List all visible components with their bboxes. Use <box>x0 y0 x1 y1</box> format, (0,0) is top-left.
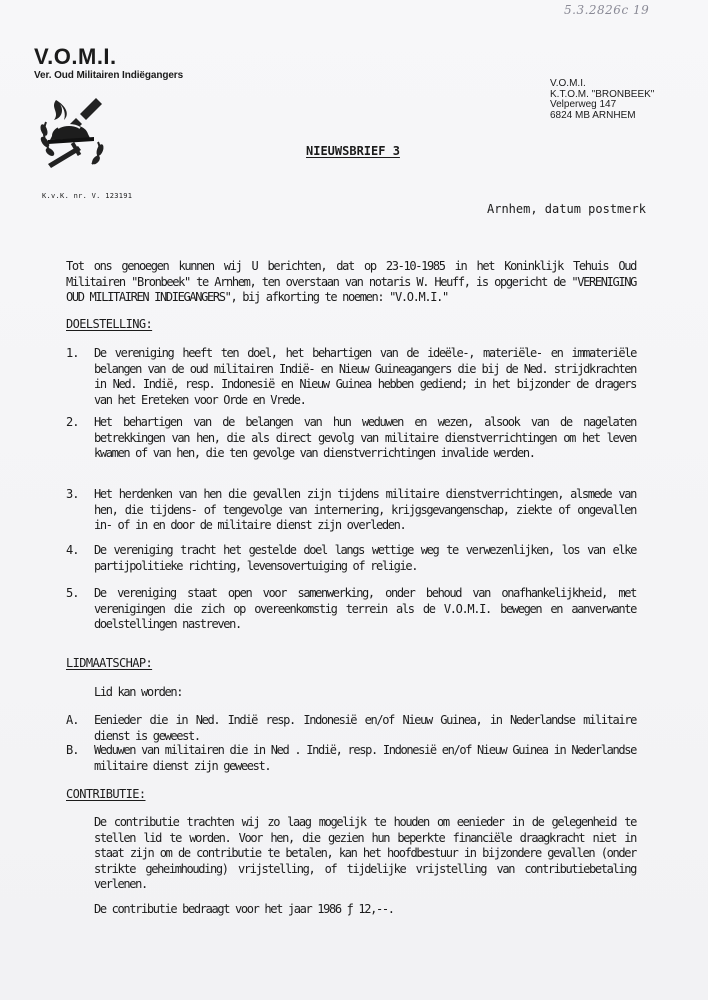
contribution-paragraph: De contributie trachten wij zo laag mogelijk te houden om eenieder in de gelegenheid te stellen lid te worden. Voor hen, die gezien hun beperkte financiële draagkracht niet in staat zijn om de contributie te betalen, kan het hoofdbestuur in bijzondere gevallen (onder strikte geheimhouding) vrijstelling, of tijdelijke vrijstelling van contributiebetaling verlenen. <box>94 815 636 891</box>
item-number: 3. <box>66 487 79 501</box>
org-full-name: Ver. Oud Militairen Indiëgangers <box>34 70 184 81</box>
item-number: 1. <box>66 346 79 360</box>
org-short-name: V.O.M.I. <box>34 44 117 69</box>
list-item: De vereniging staat open voor samenwerking, onder behoud van onafhankelijkheid, met verenigingen die zich op overeenkomstig terrein als de V.O.M.I. bewegen en aanverwante doelstellingen nastreven. <box>94 586 636 631</box>
address-line: V.O.M.I. <box>550 78 586 89</box>
archive-handwritten-note: 5.3.2826c 19 <box>564 3 650 17</box>
list-item: Eenieder die in Ned. Indië resp. Indonesië en/of Nieuw Guinea, in Nederlandse militaire dienst is geweest. <box>94 713 636 743</box>
item-letter: A. <box>66 713 79 727</box>
section-heading-lidmaatschap: LIDMAATSCHAP: <box>66 656 153 670</box>
address-line: K.T.O.M. "BRONBEEK" <box>550 88 655 100</box>
section-heading-doelstelling: DOELSTELLING: <box>66 317 153 331</box>
vomi-emblem-logo <box>38 92 108 170</box>
item-number: 5. <box>66 586 79 600</box>
address-line: Velperweg 147 <box>550 99 617 110</box>
list-item: De vereniging tracht het gestelde doel langs wettige weg te verwezenlijken, los van elke partijpolitieke richting, levensovertuiging of religie. <box>94 543 636 573</box>
list-item: Het herdenken van hen die gevallen zijn tijdens militaire dienstverrichtingen, alsmede van hen, die tijdens- of tengevolge van internering, krijgsgevangenschap, ziekte of ongevallen in- of in en door de militaire dienst zijn overleden. <box>94 487 636 532</box>
contribution-amount: De contributie bedraagt voor het jaar 1986 ƒ 12,--. <box>94 902 394 916</box>
sender-address <box>550 79 654 121</box>
membership-lead: Lid kan worden: <box>94 685 183 699</box>
place-date: Arnhem, datum postmerk <box>487 202 646 216</box>
chamber-of-commerce-number: K.v.K. nr. V. 123191 <box>42 192 133 200</box>
newsletter-title: NIEUWSBRIEF 3 <box>306 144 400 158</box>
section-heading-contributie: CONTRIBUTIE: <box>66 787 146 801</box>
intro-paragraph: Tot ons genoegen kunnen wij U berichten, dat op 23-10-1985 in het Koninklijk Tehuis Oud Militairen "Bronbeek" te Arnhem, ten overstaan van notaris W. Heuff, is opgericht de "VERENIGING OUD MILITAIREN INDIEGANGERS", bij afkorting te noemen: "V.O.M.I." <box>66 259 636 304</box>
item-number: 2. <box>66 415 79 429</box>
item-letter: B. <box>66 743 79 757</box>
list-item: Het behartigen van de belangen van hun weduwen en wezen, alsook van de nagelaten betrekkingen van hen, die als direct gevolg van militaire dienstverrichtingen om het leven kwamen of van hen, die ten gevolge van dienstverrichtingen invalide werden. <box>94 415 636 460</box>
list-item: Weduwen van militairen die in Ned . Indië, resp. Indonesië en/of Nieuw Guinea in Nederlandse militaire dienst zijn geweest. <box>94 743 636 773</box>
address-line: 6824 MB ARNHEM <box>550 109 636 121</box>
item-number: 4. <box>66 543 79 557</box>
list-item: De vereniging heeft ten doel, het behartigen van de ideële-, materiële- en immateriële belangen van de oud militairen Indië- en Nieuw Guineagangers die bij de Ned. strijdkrachten in Ned. Indië, resp. Indonesië en Nieuw Guinea hebben gediend; in het bijzonder de dragers van het Ereteken voor Orde en Vrede. <box>94 346 636 407</box>
